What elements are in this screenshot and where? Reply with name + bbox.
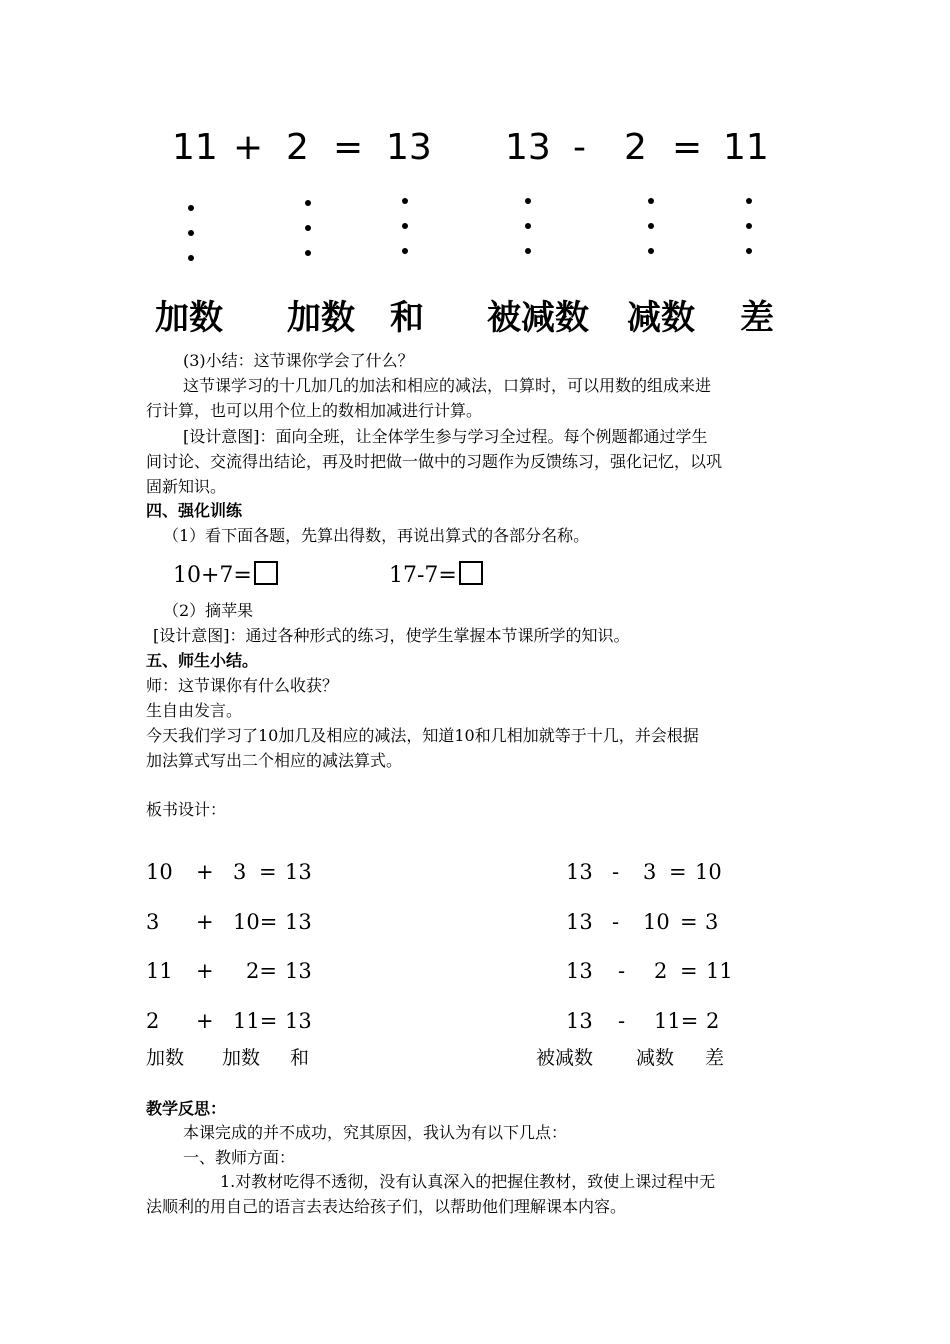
dots-column [402,198,408,273]
board-cell: = [680,910,698,934]
answer-box [254,561,278,585]
board-title: 板书设计： [146,800,227,819]
term-label-addend-1: 加数 [155,298,223,338]
board-cell: = [680,959,698,983]
board-cell: - [618,1009,626,1033]
board-cell: 2 [654,959,668,983]
section-heading: 五、师生小结。 [146,651,259,670]
board-cell: 11 [706,959,733,983]
exercise-equation-1 [173,561,278,590]
board-term-difference: 差 [705,1047,725,1069]
reflection-intro: 本课完成的并不成功，究其原因，我认为有以下几点： [183,1123,568,1142]
board-cell: - [612,910,620,934]
dots-column [525,198,531,273]
board-cell: 13 [285,860,312,884]
board-cell: + [196,910,214,934]
board-cell: 13 [566,1009,593,1033]
board-cell: 10 [643,910,670,934]
reflection-subheading: 一、教师方面： [183,1148,296,1167]
board-cell: 2 [706,1009,720,1033]
board-cell: 13 [285,910,312,934]
board-term-subtrahend: 减数 [636,1047,675,1069]
board-cell: 3 [643,860,657,884]
term-label-difference: 差 [740,298,774,338]
term-label-sum: 和 [390,298,424,338]
minuend: 13 [505,127,551,168]
board-cell: 10 [695,860,722,884]
board-term-addend-1: 加数 [146,1047,185,1069]
addend-1: 11 [172,127,218,168]
student-line: 生自由发言。 [146,701,243,720]
board-cell: 13 [566,910,593,934]
board-cell: 13 [566,860,593,884]
exercise-equation-2 [389,561,483,590]
board-cell: 10 [146,860,173,884]
dots-column [305,200,311,275]
dots-column [648,198,654,273]
dots-column [746,198,752,273]
section-heading: 教学反思： [146,1099,227,1118]
board-cell: 13 [285,1009,312,1033]
board-cell: 3 [233,860,247,884]
subtrahend: 2 [624,127,647,168]
board-cell: 11 [146,959,173,983]
equation-text: 10+7= [173,563,252,588]
board-cell: 10= [233,910,278,934]
sum: 13 [386,127,432,168]
summary-line: 加法算式写出二个相应的减法算式。 [146,751,403,770]
board-cell: - [618,959,626,983]
board-cell: = [259,860,277,884]
board-cell: 11= [654,1009,699,1033]
board-cell: 13 [566,959,593,983]
addend-2: 2 [286,127,309,168]
board-cell: + [196,1009,214,1033]
difference: 11 [723,127,769,168]
exercise-item-1: （1）看下面各题，先算出得数，再说出算式的各部分名称。 [163,526,590,545]
board-cell: + [196,959,214,983]
reflection-point-line: 法顺利的用自己的语言去表达给孩子们，以帮助他们理解课本内容。 [146,1197,627,1216]
board-cell: 11= [233,1009,278,1033]
minus-sign: - [573,127,586,168]
summary-question: (3)小结：这节课你学会了什么？ [183,351,414,370]
paragraph-line: 行计算，也可以用个位上的数相加减进行计算。 [146,401,483,420]
board-cell: 3 [146,910,160,934]
board-cell: = [669,860,687,884]
equals-sign: = [672,127,703,168]
term-label-addend-2: 加数 [287,298,355,338]
board-cell: 3 [705,910,719,934]
plus-sign: + [233,127,264,168]
section-heading: 四、强化训练 [146,501,243,520]
summary-line: 今天我们学习了10加几及相应的减法，知道10和几相加就等于十几，并会根据 [146,726,699,745]
term-label-subtrahend: 减数 [627,298,695,338]
reflection-point-line: 1.对教材吃得不透彻，没有认真深入的把握住教材，致使上课过程中无 [220,1172,716,1191]
design-intent-line: 固新知识。 [146,477,227,496]
board-term-sum: 和 [290,1047,310,1069]
answer-box [459,561,483,585]
board-cell: + [196,860,214,884]
equation-text: 17-7= [389,563,457,588]
design-intent-line: [设计意图]：通过各种形式的练习，使学生掌握本节课所学的知识。 [153,626,630,645]
equals-sign: = [333,127,364,168]
board-cell: 13 [285,959,312,983]
exercise-item-2: （2）摘苹果 [163,601,254,620]
board-term-addend-2: 加数 [222,1047,261,1069]
paragraph-line: 这节课学习的十几加几的加法和相应的减法，口算时，可以用数的组成来进 [183,376,712,395]
design-intent-line: 间讨论、交流得出结论，再及时把做一做中的习题作为反馈练习，强化记忆，以巩 [146,452,723,471]
design-intent-line: [设计意图]：面向全班，让全体学生参与学习全过程。每个例题都通过学生 [183,427,708,446]
board-cell: 2 [146,1009,160,1033]
board-cell: - [612,860,620,884]
term-label-minuend: 被减数 [487,298,589,338]
dots-column [188,205,194,280]
teacher-line: 师：这节课你有什么收获？ [146,676,339,695]
board-term-minuend: 被减数 [536,1047,594,1069]
board-cell: 2= [246,959,277,983]
